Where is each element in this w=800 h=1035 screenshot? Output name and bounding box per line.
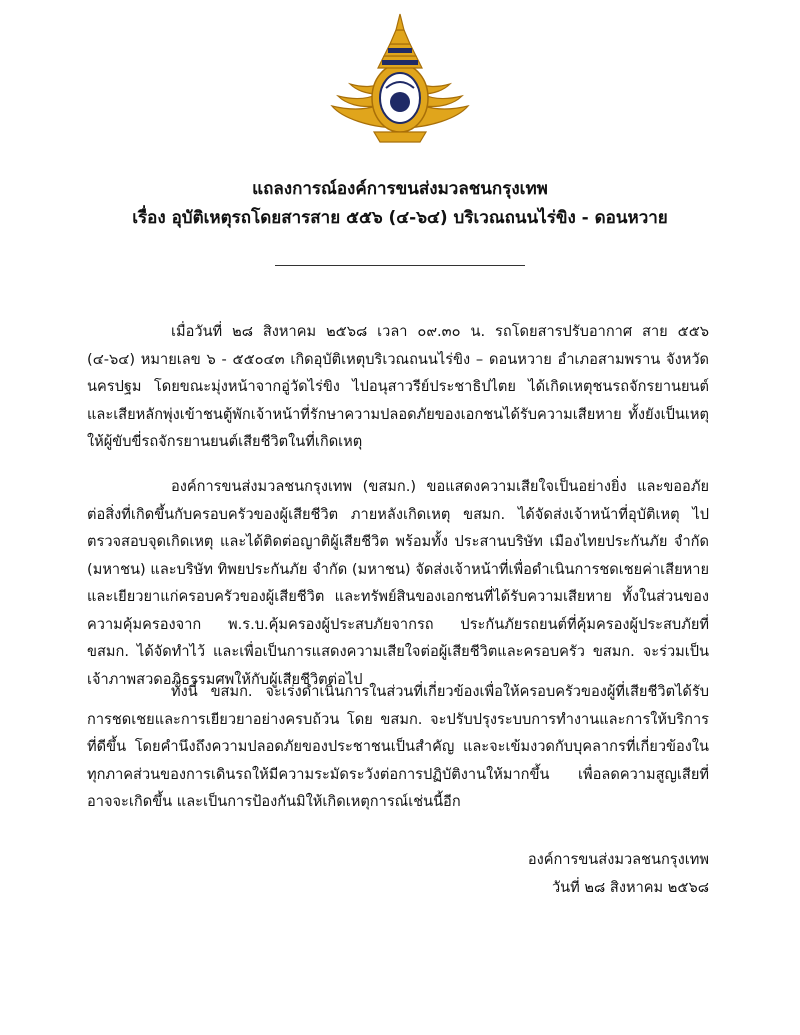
- announcement-subject: เรื่อง อุบัติเหตุรถโดยสารสาย ๕๕๖ (๔-๖๔) บริเวณถนนไร่ขิง - ดอนหวาย: [132, 208, 668, 228]
- signature-org: องค์การขนส่งมวลชนกรุงเทพ: [527, 851, 709, 868]
- section-divider: [275, 265, 525, 266]
- paragraph-measures-text: ทั้งนี้ ขสมก. จะเร่งดำเนินการในส่วนที่เกี่ยวข้องเพื่อให้ครอบครัวของผู้ที่เสียชีวิตได้รับการชดเชยและการเยียวยาอย่างครบถ้วน โดย ขสมก. จะปรับปรุงระบบการทำงานและการให้บริการที่ดีขึ้น โดยคำนึงถึงความปลอดภัยของประชาชนเป็นสำคัญ และจะเข้มงวดกับบุคลากรที่เกี่ยวข้องในทุกภาคส่วนของการเดินรถให้มีความระมัดระวังต่อการปฏิบัติงานให้มากขึ้น เพื่อลดความสูญเสียที่อาจจะเกิดขึ้น และเป็นการป้องกันมิให้เกิดเหตุการณ์เช่นนี้อีก: [87, 683, 709, 810]
- paragraph-apology-text: องค์การขนส่งมวลชนกรุงเทพ (ขสมก.) ขอแสดงความเสียใจเป็นอย่างยิ่ง และขออภัยต่อสิ่งที่เกิดขึ้นกับครอบครัวของผู้เสียชีวิต ภายหลังเกิดเหตุ ขสมก. ได้จัดส่งเจ้าหน้าที่อุบัติเหตุ ไปตรวจสอบจุดเกิดเหตุ และได้ติดต่อญาติผู้เสียชีวิต พร้อมทั้ง ประสานบริษัท เมืองไทยประกันภัย จำกัด (มหาชน) และบริษัท ทิพยประกันภัย จำกัด (มหาชน) จัดส่งเจ้าหน้าที่เพื่อดำเนินการชดเชยค่าเสียหาย และเยียวยาแก่ครอบครัวของผู้เสียชีวิต และทรัพย์สินของเอกชนที่ได้รับความเสียหาย ทั้งในส่วนของความคุ้มครองจาก พ.ร.บ.คุ้มครองผู้ประสบภัยจากรถ ประกันภัยรถยนต์ที่คุ้มครองผู้ประสบภัยที่ ขสมก. ได้จัดทำไว้ และเพื่อเป็นการแสดงความเสียใจต่อผู้เสียชีวิตและครอบครัว ขสมก. จะร่วมเป็นเจ้าภาพสวดอภิธรรมศพให้กับผู้เสียชีวิตต่อไป: [87, 478, 709, 688]
- paragraph-apology: [87, 473, 709, 693]
- paragraph-measures: [87, 678, 709, 816]
- bmta-emblem-logo: [330, 10, 470, 160]
- signature-date: วันที่ ๒๘ สิงหาคม ๒๕๖๘: [551, 879, 709, 896]
- paragraph-incident-text: เมื่อวันที่ ๒๘ สิงหาคม ๒๕๖๘ เวลา ๐๙.๓๐ น. รถโดยสารปรับอากาศ สาย ๕๕๖ (๔-๖๔) หมายเลข ๖ - ๕๕๐๔๓ เกิดอุบัติเหตุบริเวณถนนไร่ขิง – ดอนหวาย อำเภอสามพราน จังหวัดนครปฐม โดยขณะมุ่งหน้าจากอู่วัดไร่ขิง ไปอนุสาวรีย์ประชาธิปไตย ได้เกิดเหตุชนรถจักรยานยนต์ และเสียหลักพุ่งเข้าชนตู้พักเจ้าหน้าที่รักษาความปลอดภัยของเอกชนได้รับความเสียหาย ทั้งยังเป็นเหตุให้ผู้ขับขี่รถจักรยานยนต์เสียชีวิตในที่เกิดเหตุ: [87, 323, 709, 450]
- announcement-heading: แถลงการณ์องค์การขนส่งมวลชนกรุงเทพ: [252, 179, 548, 199]
- paragraph-incident: [87, 318, 709, 456]
